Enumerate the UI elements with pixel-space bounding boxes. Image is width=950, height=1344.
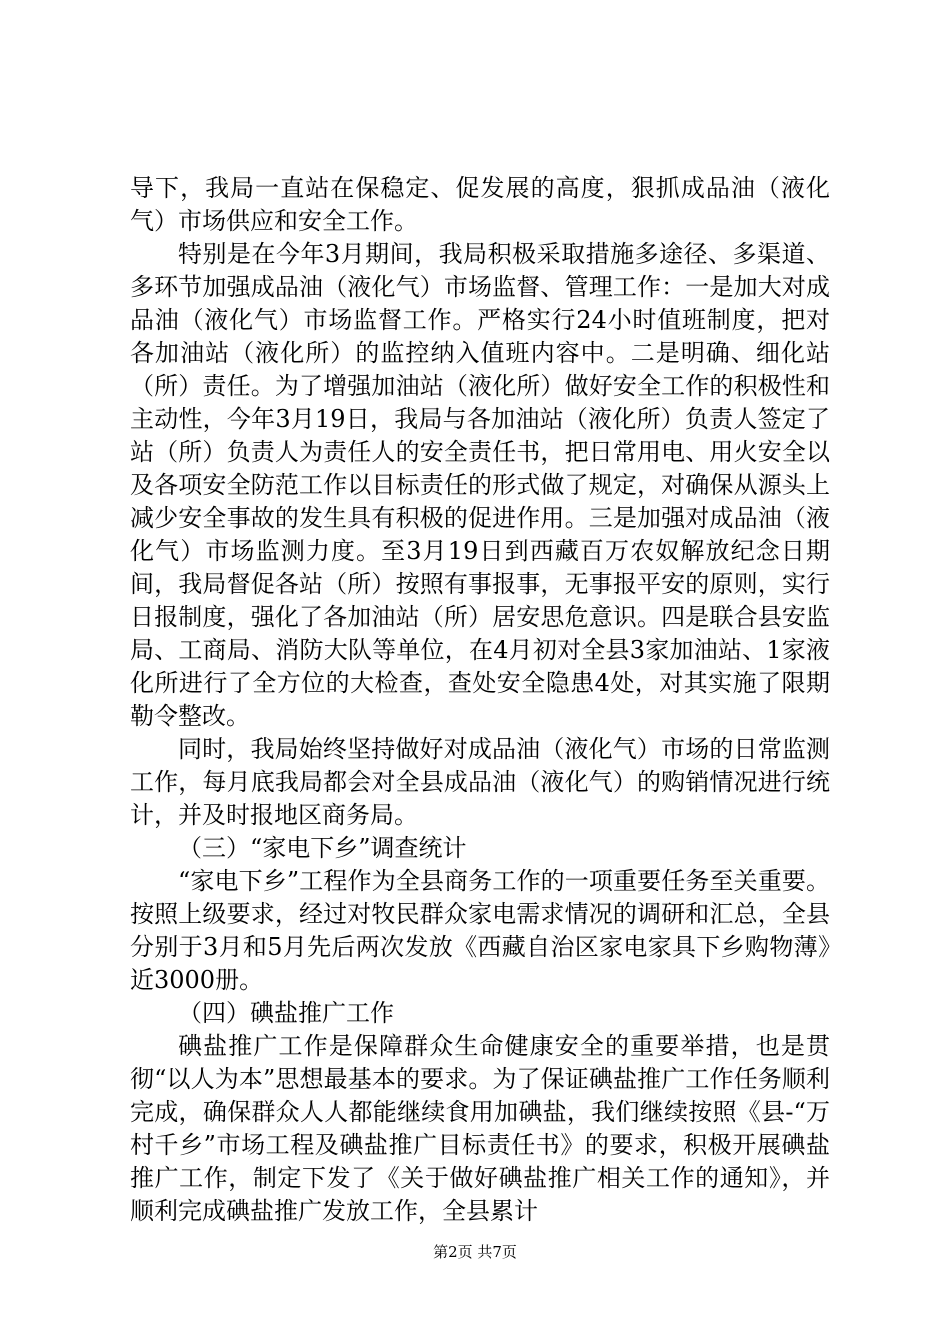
section-heading-3: （三）“家电下乡”调查统计 — [178, 834, 467, 862]
paragraph-4: “家电下乡”工程作为全县商务工作的一项重要任务至关重要。按照上级要求，经过对牧民群众家电需求情况的调研和汇总，全县分别于3月和5月先后两次发放《西藏自治区家电家具下乡购物薄》近3000册。 — [130, 867, 830, 994]
paragraph-5: 碘盐推广工作是保障群众生命健康安全的重要举措，也是贯彻“以人为本”思想最基本的要求。为了保证碘盐推广工作任务顺利完成，确保群众人人都能继续食用加碘盐，我们继续按照《县-“万村千乡”市场工程及碘盐推广目标责任书》的要求，积极开展碘盐推广工作，制定下发了《关于做好碘盐推广相关工作的通知》，并顺利完成碘盐推广发放工作，全县累计 — [130, 1032, 830, 1225]
paragraph-1: 导下，我局一直站在保稳定、促发展的高度，狠抓成品油（液化气）市场供应和安全工作。 — [130, 174, 830, 235]
document-body — [130, 172, 830, 1228]
page-number-footer: 第2页 共7页 — [433, 1243, 517, 1261]
paragraph-2: 特别是在今年3月期间，我局积极采取措施多途径、多渠道、多环节加强成品油（液化气）市场监督、管理工作：一是加大对成品油（液化气）市场监督工作。严格实行24小时值班制度，把对各加油站（液化所）的监控纳入值班内容中。二是明确、细化站（所）责任。为了增强加油站（液化所）做好安全工作的积极性和主动性，今年3月19日，我局与各加油站（液化所）负责人签定了站（所）负责人为责任人的安全责任书，把日常用电、用火安全以及各项安全防范工作以目标责任的形式做了规定，对确保从源头上减少安全事故的发生具有积极的促进作用。三是加强对成品油（液化气）市场监测力度。至3月19日到西藏百万农奴解放纪念日期间，我局督促各站（所）按照有事报事，无事报平安的原则，实行日报制度，强化了各加油站（所）居安思危意识。四是联合县安监局、工商局、消防大队等单位，在4月初对全县3家加油站、1家液化所进行了全方位的大检查，查处安全隐患4处，对其实施了限期勒令整改。 — [130, 240, 830, 730]
paragraph-3: 同时，我局始终坚持做好对成品油（液化气）市场的日常监测工作，每月底我局都会对全县成品油（液化气）的购销情况进行统计，并及时报地区商务局。 — [130, 735, 830, 829]
section-heading-4: （四）碘盐推广工作 — [178, 999, 394, 1027]
